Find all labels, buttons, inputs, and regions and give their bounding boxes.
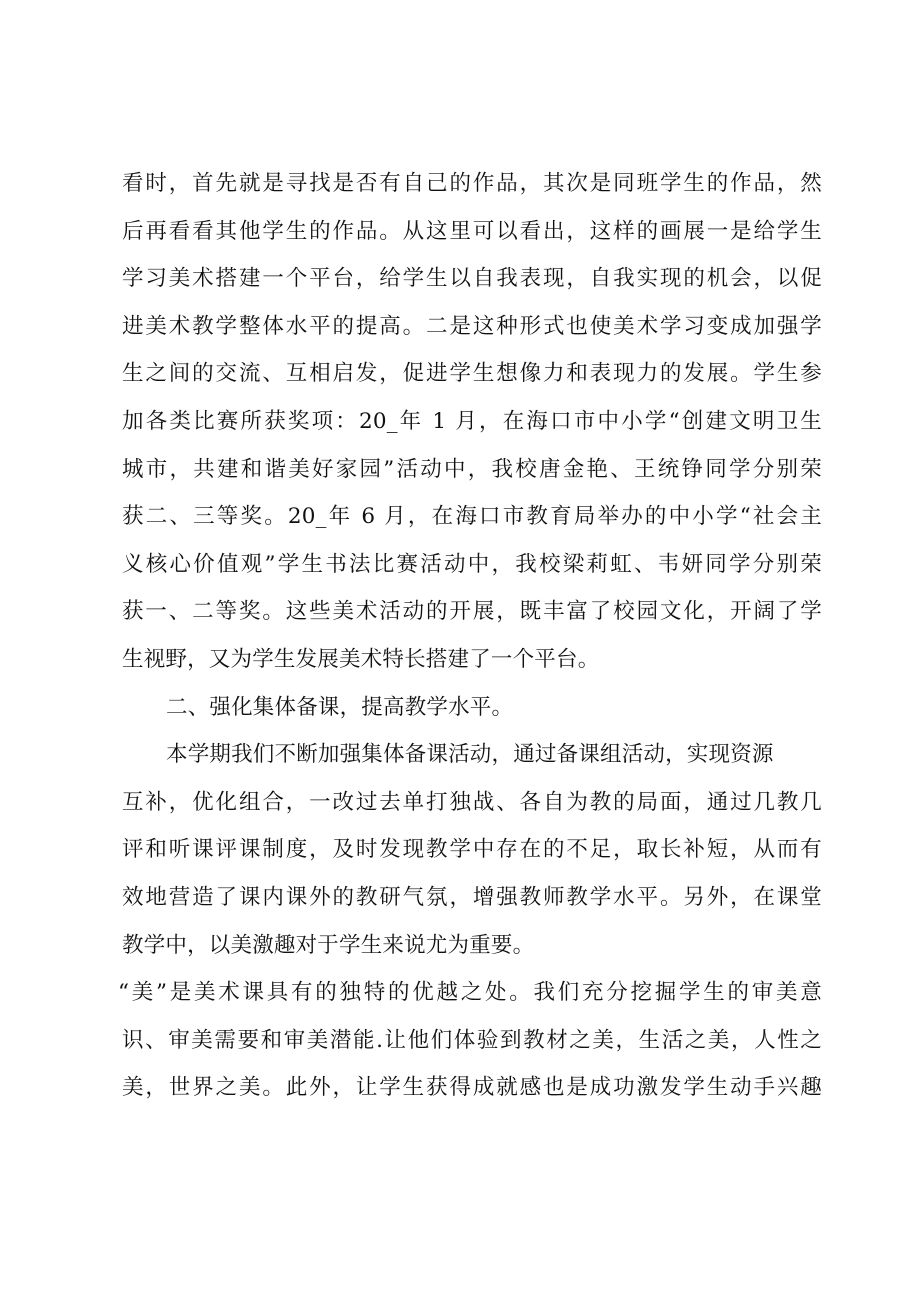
body-line-19: 识、审美需要和审美潜能.让他们体验到教材之美，生活之美，人性之 — [122, 1027, 822, 1053]
body-line-3: 学习美术搭建一个平台，给学生以自我表现，自我实现的机会，以促 — [122, 266, 822, 292]
body-line-6: 加各类比赛所获奖项：20_年 1 月，在海口市中小学“创建文明卫生 — [122, 408, 822, 434]
body-line-20: 美，世界之美。此外，让学生获得成就感也是成功激发学生动手兴趣 — [122, 1075, 822, 1101]
section-heading: 二、强化集体备课，提高教学水平。 — [166, 694, 514, 720]
body-line-2: 后再看看其他学生的作品。从这里可以看出，这样的画展一是给学生 — [122, 218, 822, 244]
body-line-10: 获一、二等奖。这些美术活动的开展，既丰富了校园文化，开阔了学 — [122, 599, 822, 625]
body-line-8: 获二、三等奖。20_年 6 月，在海口市教育局举办的中小学“社会主 — [122, 504, 822, 530]
body-line-16: 效地营造了课内课外的教研气氛，增强教师教学水平。另外，在课堂 — [122, 884, 822, 910]
body-line-17: 教学中，以美激趣对于学生来说尤为重要。 — [122, 932, 535, 958]
body-line-13: 本学期我们不断加强集体备课活动，通过备课组活动，实现资源 — [166, 742, 774, 768]
body-line-1: 看时，首先就是寻找是否有自己的作品，其次是同班学生的作品，然 — [122, 171, 822, 196]
body-line-5: 生之间的交流、互相启发，促进学生想像力和表现力的发展。学生参 — [122, 361, 822, 387]
body-line-15: 评和听课评课制度，及时发现教学中存在的不足，取长补短，从而有 — [122, 837, 822, 863]
body-line-9: 义核心价值观”学生书法比赛活动中，我校梁莉虹、韦妍同学分别荣 — [122, 551, 822, 577]
document-body — [118, 160, 822, 1112]
body-line-14: 互补，优化组合，一改过去单打独战、各自为教的局面，通过几教几 — [122, 789, 822, 815]
body-line-18: “美”是美术课具有的独特的优越之处。我们充分挖掘学生的审美意 — [118, 980, 822, 1006]
body-line-4: 进美术教学整体水平的提高。二是这种形式也使美术学习变成加强学 — [122, 313, 822, 339]
body-line-11: 生视野，又为学生发展美术特长搭建了一个平台。 — [122, 646, 600, 672]
body-line-7: 城市，共建和谐美好家园”活动中，我校唐金艳、王统铮同学分别荣 — [122, 456, 822, 482]
